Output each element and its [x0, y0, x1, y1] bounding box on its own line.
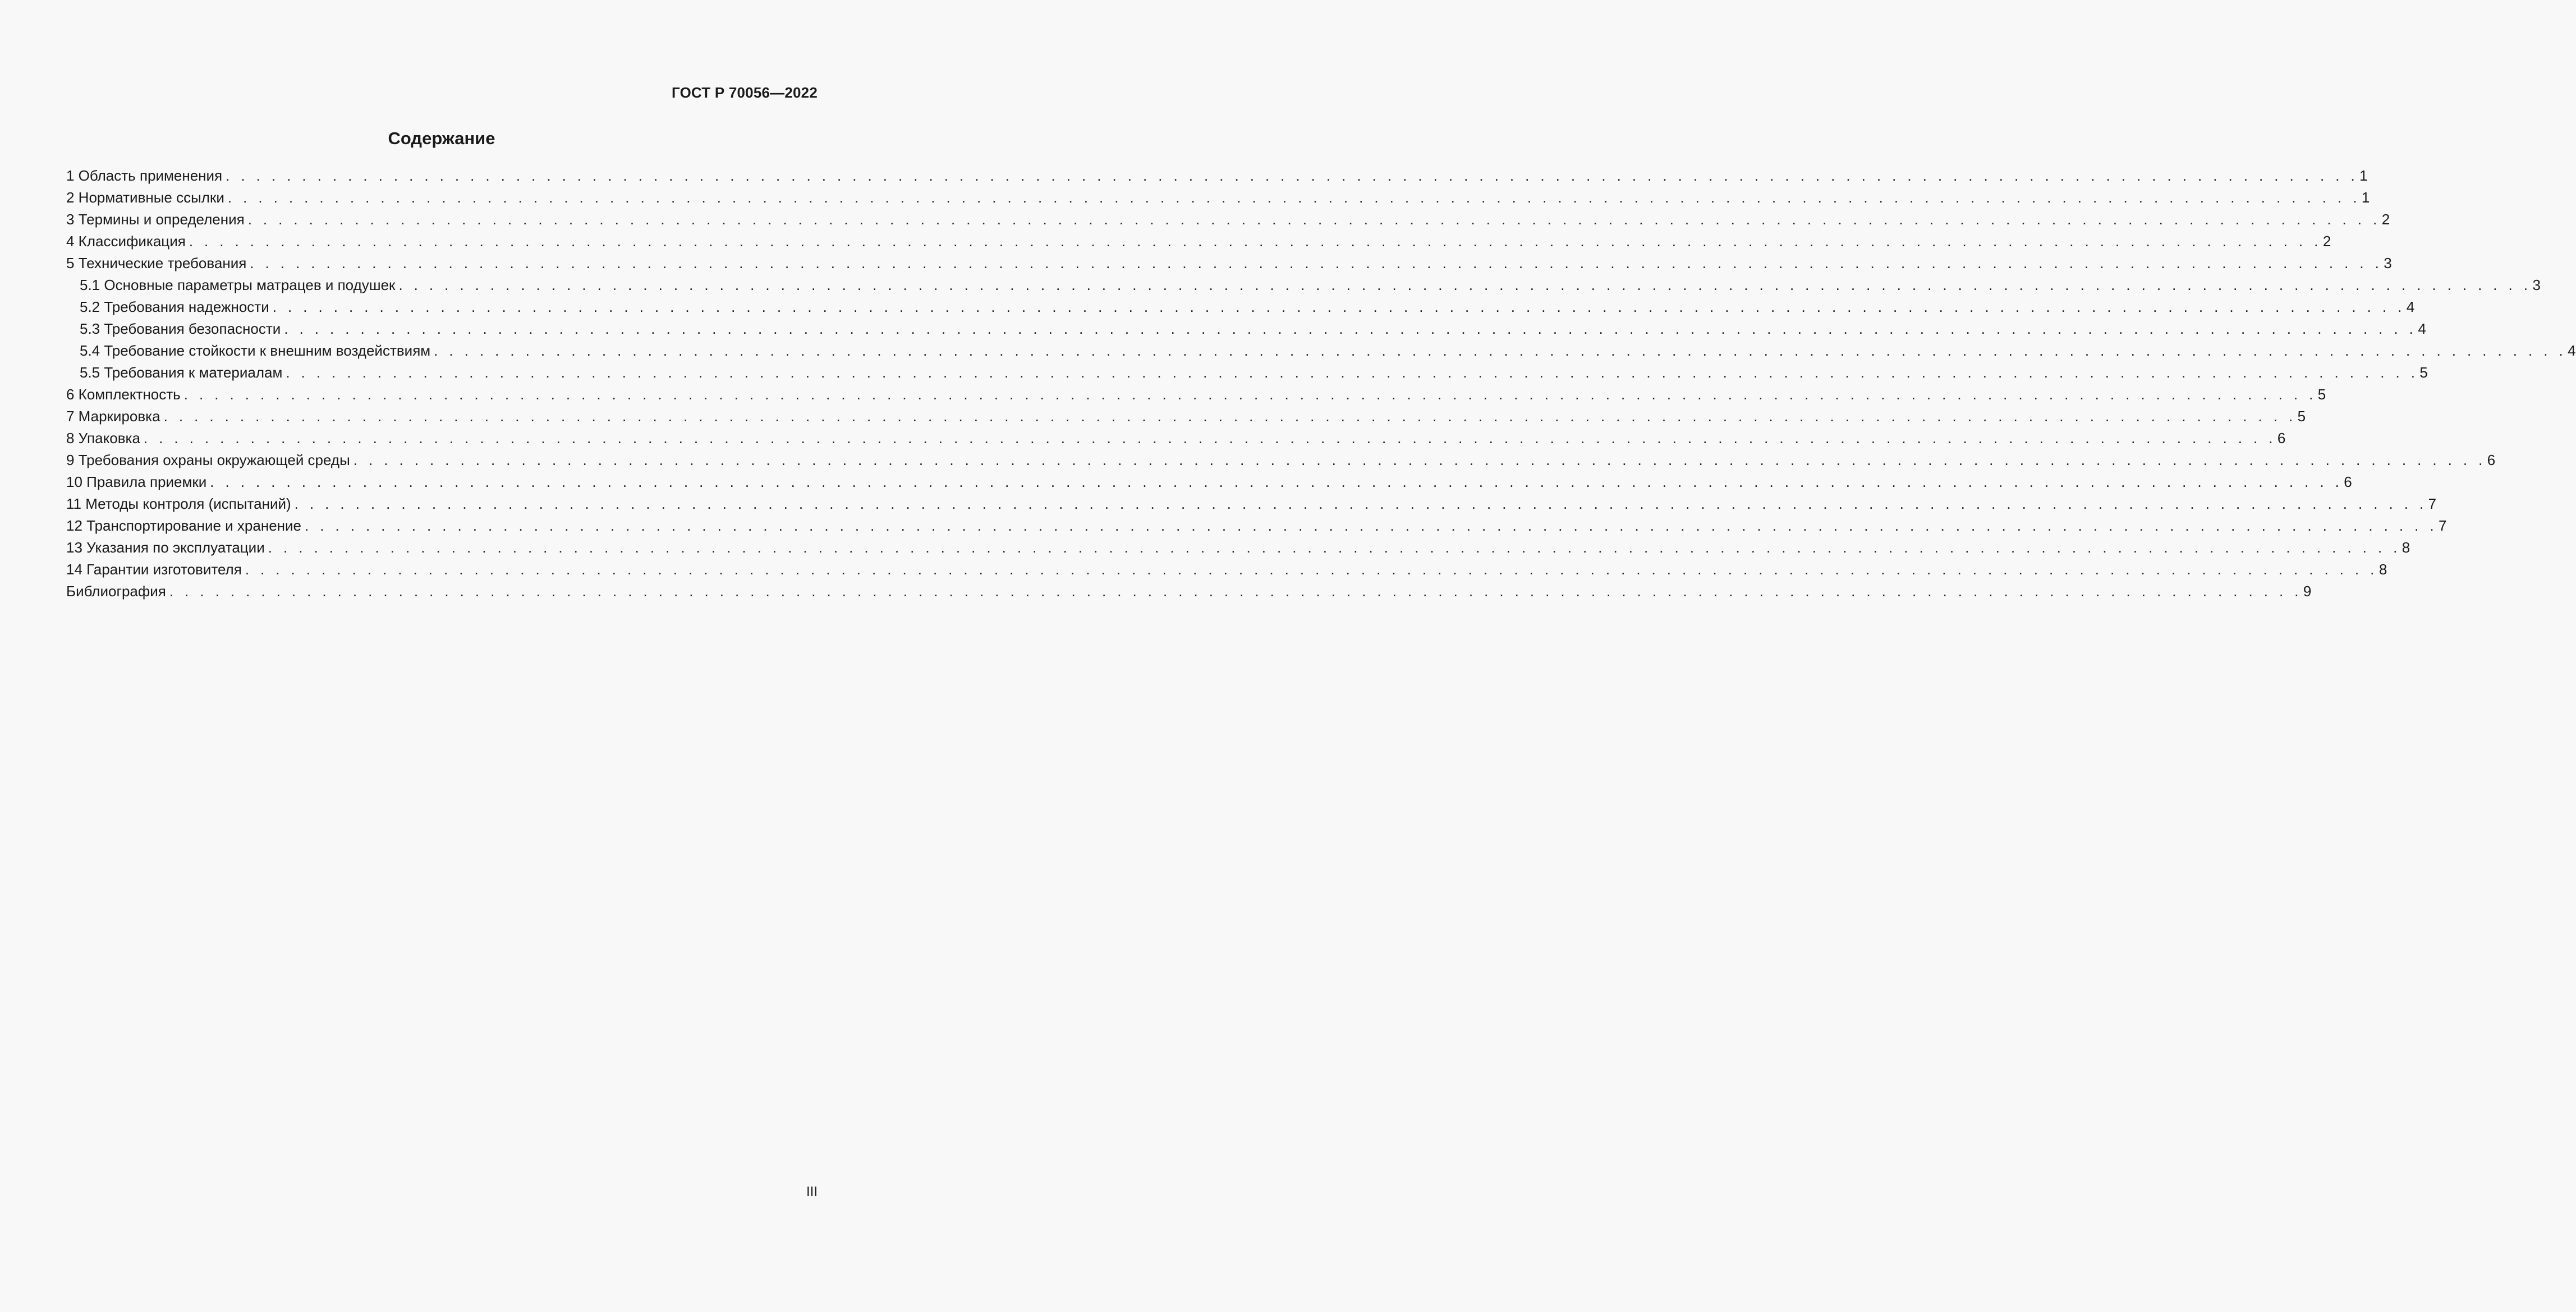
- toc-dot-leader: . . . . . . . . . . . . . . . . . . . . . . . . . . . . . . . . . . . . . . . . . . . . . . . . . . . . . . . . . . . . . . . . . . . . . . . . . . . . . . . . . . . . . . . . . . . . . . . . . . . . . . . . . . . . . . . . . . . . . . . . . . . . . . . . . . . . . . . . . . . .: [286, 364, 2419, 381]
- toc-item[interactable]: [66, 340, 2576, 362]
- toc-dot-leader: . . . . . . . . . . . . . . . . . . . . . . . . . . . . . . . . . . . . . . . . . . . . . . . . . . . . . . . . . . . . . . . . . . . . . . . . . . . . . . . . . . . . . . . . . . . . . . . . . . . . . . . . . . . . . . . . . . . . . . . . . . . . . . . . . . . . . . . . . . . .: [268, 539, 2401, 556]
- toc-dot-leader: . . . . . . . . . . . . . . . . . . . . . . . . . . . . . . . . . . . . . . . . . . . . . . . . . . . . . . . . . . . . . . . . . . . . . . . . . . . . . . . . . . . . . . . . . . . . . . . . . . . . . . . . . . . . . . . . . . . . . . . . . . . . . . . . . . . . . . . . . . . .: [305, 517, 2437, 534]
- toc-item[interactable]: [66, 231, 2331, 252]
- toc-item[interactable]: [66, 165, 2368, 187]
- toc-item-page: 2: [2381, 211, 2390, 228]
- toc-item-label: 9 Требования охраны окружающей среды: [66, 452, 350, 468]
- toc-item-label: 8 Упаковка: [66, 430, 140, 446]
- toc-item-page: 8: [2378, 561, 2387, 578]
- toc-item-page: 1: [2359, 167, 2368, 184]
- toc-item-page: 5: [2419, 364, 2428, 381]
- toc-dot-leader: . . . . . . . . . . . . . . . . . . . . . . . . . . . . . . . . . . . . . . . . . . . . . . . . . . . . . . . . . . . . . . . . . . . . . . . . . . . . . . . . . . . . . . . . . . . . . . . . . . . . . . . . . . . . . . . . . . . . . . . . . . . . . . . . . . . . . . . . . . . .: [245, 561, 2378, 578]
- toc-item-label: 2 Нормативные ссылки: [66, 189, 224, 206]
- toc-dot-leader: . . . . . . . . . . . . . . . . . . . . . . . . . . . . . . . . . . . . . . . . . . . . . . . . . . . . . . . . . . . . . . . . . . . . . . . . . . . . . . . . . . . . . . . . . . . . . . . . . . . . . . . . . . . . . . . . . . . . . . . . . . . . . . . . . . . . . . . . . . . .: [226, 167, 2359, 184]
- toc-item[interactable]: [66, 427, 2286, 449]
- toc-dot-leader: . . . . . . . . . . . . . . . . . . . . . . . . . . . . . . . . . . . . . . . . . . . . . . . . . . . . . . . . . . . . . . . . . . . . . . . . . . . . . . . . . . . . . . . . . . . . . . . . . . . . . . . . . . . . . . . . . . . . . . . . . . . . . . . . . . . . . . . . . . . .: [294, 495, 2427, 512]
- table-of-contents: [66, 165, 2576, 602]
- toc-item-page: 2: [2322, 233, 2331, 250]
- toc-item-label: 5 Технические требования: [66, 255, 247, 271]
- toc-item[interactable]: [66, 406, 2306, 427]
- toc-item[interactable]: [66, 537, 2410, 559]
- toc-item-label: 1 Область применения: [66, 167, 223, 184]
- toc-dot-leader: . . . . . . . . . . . . . . . . . . . . . . . . . . . . . . . . . . . . . . . . . . . . . . . . . . . . . . . . . . . . . . . . . . . . . . . . . . . . . . . . . . . . . . . . . . . . . . . . . . . . . . . . . . . . . . . . . . . . . . . . . . . . . . . . . . . . . . . . . . . .: [143, 430, 2276, 446]
- toc-item-label: 5.3 Требования безопасности: [80, 320, 281, 337]
- toc-item-page: 3: [2384, 255, 2392, 271]
- toc-dot-leader: . . . . . . . . . . . . . . . . . . . . . . . . . . . . . . . . . . . . . . . . . . . . . . . . . . . . . . . . . . . . . . . . . . . . . . . . . . . . . . . . . . . . . . . . . . . . . . . . . . . . . . . . . . . . . . . . . . . . . . . . . . . . . . . . . . . . . . . . . . . .: [398, 277, 2532, 293]
- toc-item[interactable]: [66, 318, 2426, 340]
- toc-dot-leader: . . . . . . . . . . . . . . . . . . . . . . . . . . . . . . . . . . . . . . . . . . . . . . . . . . . . . . . . . . . . . . . . . . . . . . . . . . . . . . . . . . . . . . . . . . . . . . . . . . . . . . . . . . . . . . . . . . . . . . . . . . . . . . . . . . . . . . . . . . . .: [189, 233, 2322, 250]
- toc-item-label: 5.5 Требования к материалам: [80, 364, 283, 381]
- toc-dot-leader: . . . . . . . . . . . . . . . . . . . . . . . . . . . . . . . . . . . . . . . . . . . . . . . . . . . . . . . . . . . . . . . . . . . . . . . . . . . . . . . . . . . . . . . . . . . . . . . . . . . . . . . . . . . . . . . . . . . . . . . . . . . . . . . . . . . . . . . . . . . .: [227, 189, 2361, 206]
- toc-item-page: 3: [2532, 277, 2541, 293]
- toc-item[interactable]: [66, 296, 2415, 318]
- toc-item[interactable]: [66, 559, 2387, 581]
- toc-dot-leader: . . . . . . . . . . . . . . . . . . . . . . . . . . . . . . . . . . . . . . . . . . . . . . . . . . . . . . . . . . . . . . . . . . . . . . . . . . . . . . . . . . . . . . . . . . . . . . . . . . . . . . . . . . . . . . . . . . . . . . . . . . . . . . . . . . . . . . . . . . . .: [250, 255, 2383, 271]
- toc-item-label: 11 Методы контроля (испытаний): [66, 495, 291, 512]
- toc-dot-leader: . . . . . . . . . . . . . . . . . . . . . . . . . . . . . . . . . . . . . . . . . . . . . . . . . . . . . . . . . . . . . . . . . . . . . . . . . . . . . . . . . . . . . . . . . . . . . . . . . . . . . . . . . . . . . . . . . . . . . . . . . . . . . . . . . . . . . . . . . . . .: [163, 408, 2297, 425]
- toc-dot-leader: . . . . . . . . . . . . . . . . . . . . . . . . . . . . . . . . . . . . . . . . . . . . . . . . . . . . . . . . . . . . . . . . . . . . . . . . . . . . . . . . . . . . . . . . . . . . . . . . . . . . . . . . . . . . . . . . . . . . . . . . . . . . . . . . . . . . . . . . . . . .: [272, 298, 2405, 315]
- toc-dot-leader: . . . . . . . . . . . . . . . . . . . . . . . . . . . . . . . . . . . . . . . . . . . . . . . . . . . . . . . . . . . . . . . . . . . . . . . . . . . . . . . . . . . . . . . . . . . . . . . . . . . . . . . . . . . . . . . . . . . . . . . . . . . . . . . . . . . . . . . . . . . .: [169, 583, 2302, 600]
- document-code: ГОСТ Р 70056—2022: [672, 84, 818, 101]
- toc-item-label: 13 Указания по эксплуатации: [66, 539, 265, 556]
- toc-item-label: 3 Термины и определения: [66, 211, 245, 228]
- toc-item-page: 8: [2401, 539, 2410, 556]
- toc-item-page: 6: [2277, 430, 2286, 446]
- toc-item[interactable]: [66, 471, 2352, 493]
- toc-item-label: 14 Гарантии изготовителя: [66, 561, 242, 578]
- toc-item-page: 6: [2344, 473, 2352, 490]
- toc-item-label: 7 Маркировка: [66, 408, 160, 425]
- toc-item-page: 7: [2428, 495, 2437, 512]
- page-number: III: [806, 1184, 818, 1199]
- toc-item-page: 1: [2361, 189, 2370, 206]
- toc-item[interactable]: [66, 581, 2312, 602]
- toc-item[interactable]: [66, 515, 2447, 537]
- toc-item-page: 5: [2317, 386, 2326, 403]
- toc-item-label: 5.1 Основные параметры матрацев и подушек: [80, 277, 396, 293]
- toc-dot-leader: . . . . . . . . . . . . . . . . . . . . . . . . . . . . . . . . . . . . . . . . . . . . . . . . . . . . . . . . . . . . . . . . . . . . . . . . . . . . . . . . . . . . . . . . . . . . . . . . . . . . . . . . . . . . . . . . . . . . . . . . . . . . . . . . . . . . . . . . . . . .: [284, 320, 2417, 337]
- toc-dot-leader: . . . . . . . . . . . . . . . . . . . . . . . . . . . . . . . . . . . . . . . . . . . . . . . . . . . . . . . . . . . . . . . . . . . . . . . . . . . . . . . . . . . . . . . . . . . . . . . . . . . . . . . . . . . . . . . . . . . . . . . . . . . . . . . . . . . . . . . . . . . .: [247, 211, 2381, 228]
- toc-item-label: 6 Комплектность: [66, 386, 181, 403]
- toc-item-label: 12 Транспортирование и хранение: [66, 517, 301, 534]
- toc-item[interactable]: [66, 274, 2541, 296]
- toc-item-page: 4: [2418, 320, 2426, 337]
- toc-item[interactable]: [66, 384, 2326, 406]
- toc-item-label: 5.2 Требования надежности: [80, 298, 269, 315]
- toc-item-label: 5.4 Требование стойкости к внешним воздействиям: [80, 342, 431, 359]
- toc-dot-leader: . . . . . . . . . . . . . . . . . . . . . . . . . . . . . . . . . . . . . . . . . . . . . . . . . . . . . . . . . . . . . . . . . . . . . . . . . . . . . . . . . . . . . . . . . . . . . . . . . . . . . . . . . . . . . . . . . . . . . . . . . . . . . . . . . . . . . . . . . . . .: [210, 473, 2343, 490]
- toc-item[interactable]: [66, 209, 2390, 231]
- toc-item-page: 4: [2406, 298, 2415, 315]
- toc-item[interactable]: [66, 252, 2392, 274]
- toc-item-label: 10 Правила приемки: [66, 473, 207, 490]
- toc-item-page: 6: [2487, 452, 2496, 468]
- toc-dot-leader: . . . . . . . . . . . . . . . . . . . . . . . . . . . . . . . . . . . . . . . . . . . . . . . . . . . . . . . . . . . . . . . . . . . . . . . . . . . . . . . . . . . . . . . . . . . . . . . . . . . . . . . . . . . . . . . . . . . . . . . . . . . . . . . . . . . . . . . . . . . .: [353, 452, 2486, 468]
- toc-item[interactable]: [66, 449, 2496, 471]
- toc-dot-leader: . . . . . . . . . . . . . . . . . . . . . . . . . . . . . . . . . . . . . . . . . . . . . . . . . . . . . . . . . . . . . . . . . . . . . . . . . . . . . . . . . . . . . . . . . . . . . . . . . . . . . . . . . . . . . . . . . . . . . . . . . . . . . . . . . . . . . . . . . . . .: [434, 342, 2567, 359]
- toc-item-page: 9: [2303, 583, 2312, 600]
- toc-item-page: 5: [2297, 408, 2306, 425]
- toc-dot-leader: . . . . . . . . . . . . . . . . . . . . . . . . . . . . . . . . . . . . . . . . . . . . . . . . . . . . . . . . . . . . . . . . . . . . . . . . . . . . . . . . . . . . . . . . . . . . . . . . . . . . . . . . . . . . . . . . . . . . . . . . . . . . . . . . . . . . . . . . . . . .: [183, 386, 2317, 403]
- toc-item-page: 7: [2439, 517, 2447, 534]
- toc-item-label: 4 Классификация: [66, 233, 186, 250]
- toc-item-label: Библиография: [66, 583, 166, 600]
- toc-title: Содержание: [388, 128, 495, 148]
- toc-item[interactable]: [66, 362, 2428, 384]
- toc-item-page: 4: [2568, 342, 2576, 359]
- toc-item[interactable]: [66, 187, 2370, 209]
- toc-item[interactable]: [66, 493, 2437, 515]
